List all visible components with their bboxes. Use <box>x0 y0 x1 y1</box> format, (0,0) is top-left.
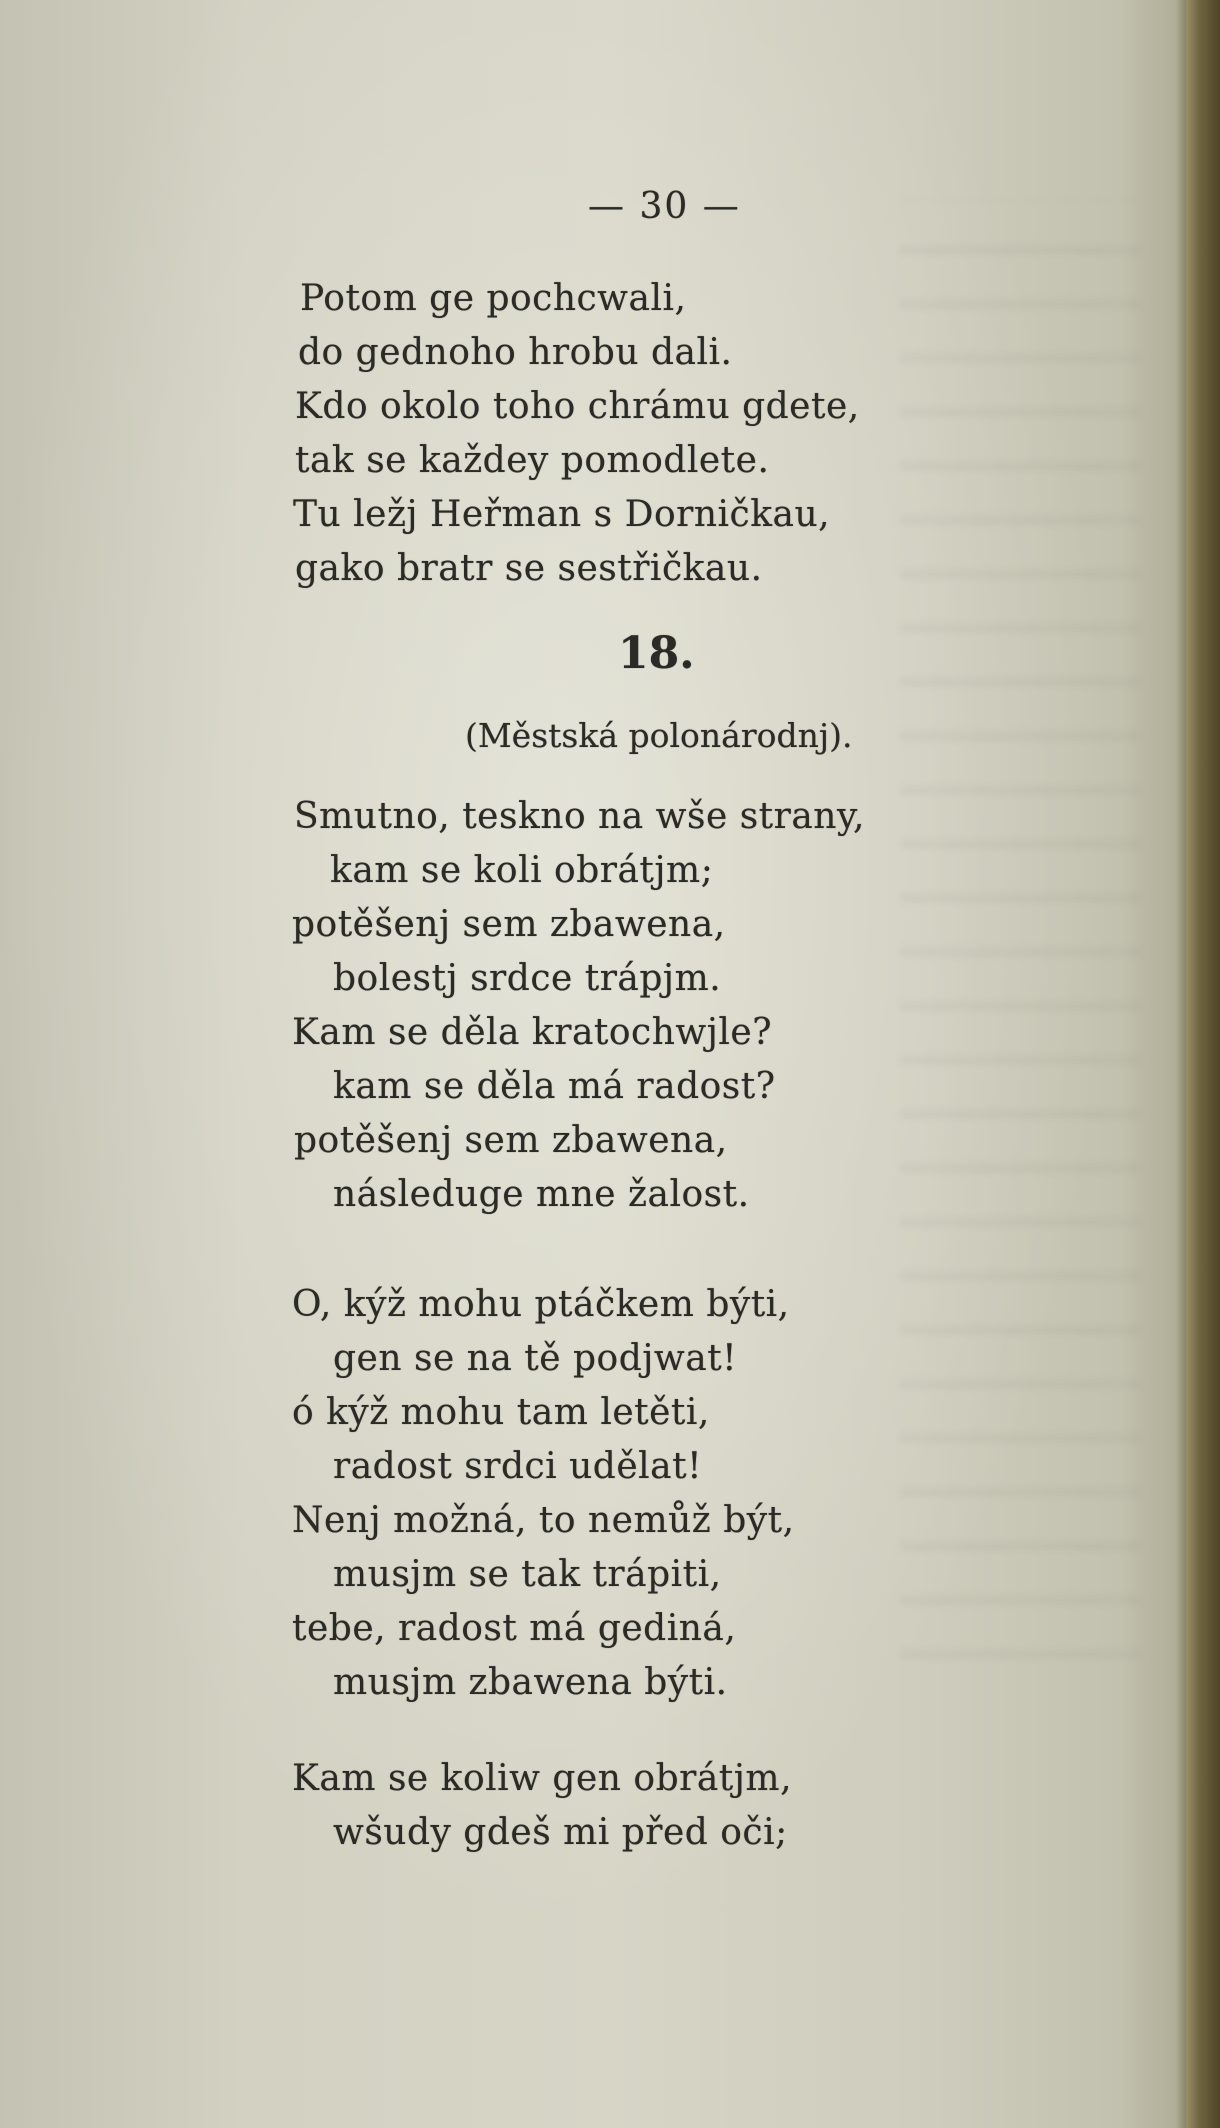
poem-line: gen se na tě podjwat! <box>333 1338 738 1379</box>
page-number: — 30 — <box>588 186 741 227</box>
poem-line: Kam se děla kratochwjle? <box>292 1012 772 1053</box>
poem-line: Tu ležj Heřman s Dorničkau, <box>293 494 831 535</box>
poem-line: O, kýž mohu ptáčkem býti, <box>292 1284 790 1325</box>
poem-line: wšudy gdeš mi před oči; <box>333 1812 788 1853</box>
poem-number: 18. <box>618 628 695 679</box>
poem-line: potěšenj sem zbawena, <box>294 1120 728 1161</box>
poem-line: potěšenj sem zbawena, <box>292 904 726 945</box>
poem-subtitle: (Městská polonárodnj). <box>465 716 853 755</box>
poem-line: musjm zbawena býti. <box>333 1662 728 1703</box>
poem-line: ó kýž mohu tam letěti, <box>292 1392 710 1433</box>
poem-line: bolestj srdce trápjm. <box>333 958 722 999</box>
poem-line: tak se každey pomodlete. <box>295 440 770 481</box>
poem-line: Kdo okolo toho chrámu gdete, <box>295 386 860 427</box>
poem-line: Potom ge pochcwali, <box>300 278 687 319</box>
show-through-text <box>900 200 1140 1700</box>
poem-line: Nenj možná, to nemůž být, <box>292 1500 795 1541</box>
poem-line: musjm se tak trápiti, <box>333 1554 722 1595</box>
poem-line: tebe, radost má gediná, <box>292 1608 737 1649</box>
poem-line: kam se koli obrátjm; <box>330 850 714 891</box>
poem-line: Kam se koliw gen obrátjm, <box>292 1758 793 1799</box>
book-spine <box>1186 0 1220 2128</box>
poem-line: do gednoho hrobu dali. <box>298 332 733 373</box>
poem-line: gako bratr se sestřičkau. <box>295 548 763 589</box>
poem-line: Smutno, teskno na wše strany, <box>294 796 865 837</box>
page-shadow <box>1176 0 1186 2128</box>
poem-line: následuge mne žalost. <box>333 1174 750 1215</box>
poem-line: kam se děla má radost? <box>333 1066 776 1107</box>
poem-line: radost srdci udělat! <box>333 1446 703 1487</box>
